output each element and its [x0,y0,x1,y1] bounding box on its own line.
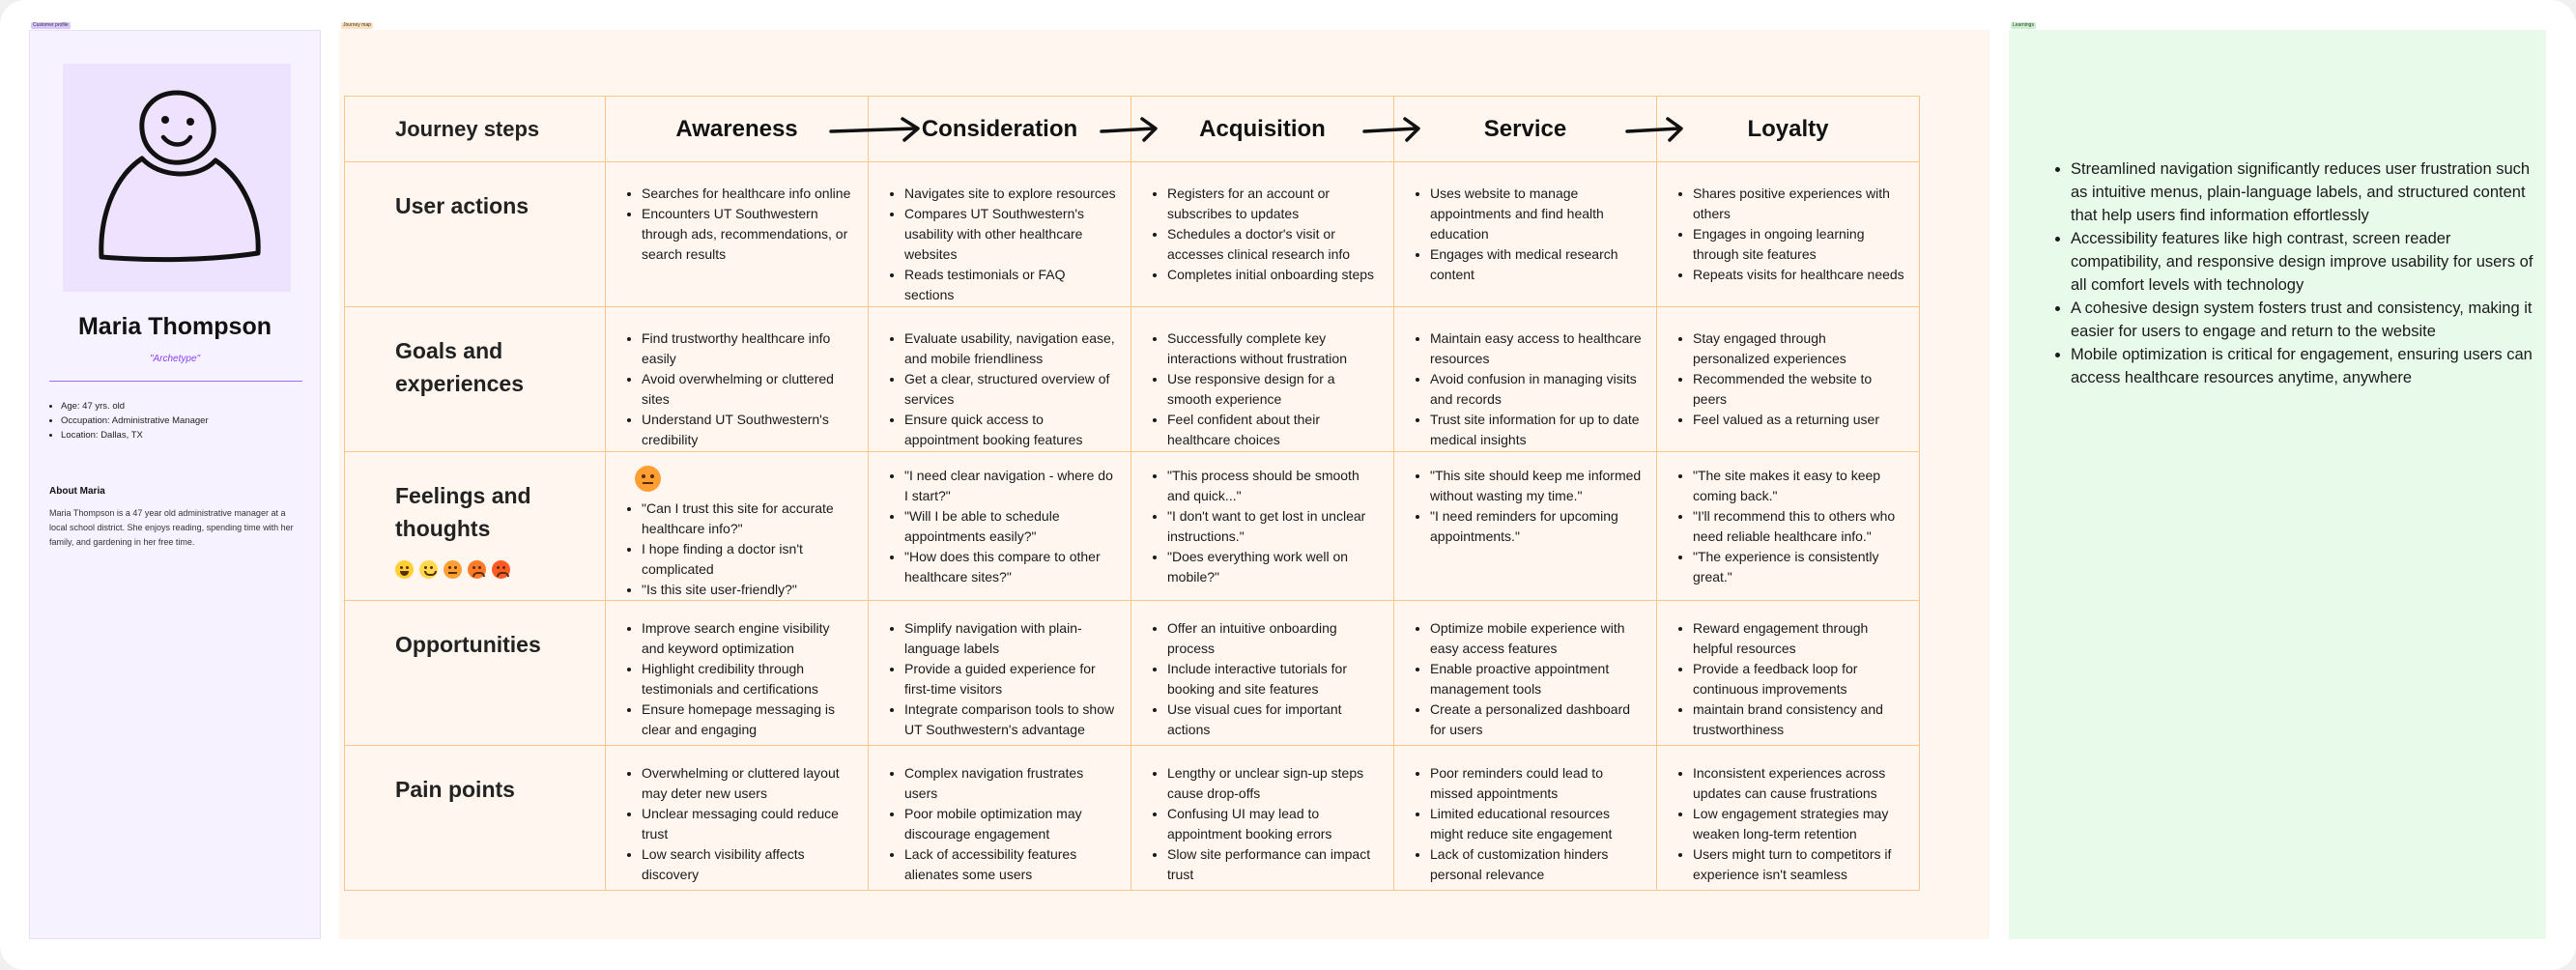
cell-item: • Get a clear, structured overview of services [904,369,1117,410]
cell-list [869,466,1131,587]
cell-item: • "I need reminders for upcoming appointments." [1430,506,1643,547]
cell-item: • Stay engaged through personalized experiences [1693,328,1905,369]
stage-consideration-label: Consideration [921,115,1078,142]
cell-list [1657,763,1919,885]
row-label [345,601,606,746]
cell-item: • Avoid confusion in managing visits and records [1430,369,1643,410]
journey-cell[interactable] [606,162,869,307]
journey-cell[interactable] [1131,307,1394,452]
cell-item: • Limited educational resources might reduce site engagement [1430,804,1643,844]
smiling-face-icon [419,560,438,579]
cell-item: • Integrate comparison tools to show UT Southwestern's advantage [904,699,1117,740]
arrow-right-icon [827,110,924,149]
cell-item: • maintain brand consistency and trustworthiness [1693,699,1905,740]
cell-list [1394,466,1656,547]
learning-item: • A cohesive design system fosters trust and consistency, making it easier for users to engage and return to the website [2071,297,2534,343]
cell-item: • "This site should keep me informed without wasting my time." [1430,466,1643,506]
fact-age: • Age: 47 yrs. old [61,399,209,414]
cell-item: • Lengthy or unclear sign-up steps cause drop-offs [1167,763,1380,804]
customer-profile-tag[interactable]: Customer profile [33,22,69,28]
cell-item: • Avoid overwhelming or cluttered sites [642,369,854,410]
journey-cell[interactable] [869,746,1131,891]
stage-header-row [345,97,1920,162]
cell-item: • Schedules a doctor's visit or accesses clinical research info [1167,224,1380,265]
cell-list [1131,763,1393,885]
cell-item: • Include interactive tutorials for booking and site features [1167,659,1380,699]
cell-item: • Use visual cues for important actions [1167,699,1380,740]
cell-item: • Understand UT Southwestern's credibility [642,410,854,450]
cell-list [1394,328,1656,450]
learning-item: • Accessibility features like high contrast, screen reader compatibility, and responsive design improve usability for users of all comfort levels with technology [2071,227,2534,297]
learning-item: • Mobile optimization is critical for engagement, ensuring users can access healthcare resources anytime, anywhere [2071,343,2534,389]
journey-steps-header: Journey steps [345,97,606,162]
journey-cell[interactable] [1657,452,1920,601]
cell-list [1657,328,1919,430]
cell-item: • Complex navigation frustrates users [904,763,1117,804]
cell-list [606,499,868,600]
cell-item: • "The site makes it easy to keep coming back." [1693,466,1905,506]
arrow-right-icon [1623,110,1687,149]
cell-item: • Shares positive experiences with others [1693,184,1905,224]
cell-item: • Create a personalized dashboard for users [1430,699,1643,740]
cell-item: • Ensure homepage messaging is clear and engaging [642,699,854,740]
cell-item: • Offer an intuitive onboarding process [1167,618,1380,659]
customer-profile-frame[interactable] [29,30,321,939]
cell-item: • Confusing UI may lead to appointment booking errors [1167,804,1380,844]
journey-row [345,601,1920,746]
cell-item: • "Can I trust this site for accurate healthcare info?" [642,499,854,539]
journey-cell[interactable] [1394,601,1657,746]
cell-item: • Engages in ongoing learning through site features [1693,224,1905,265]
cell-list [1657,466,1919,587]
journey-row [345,746,1920,891]
cell-item: • "This process should be smooth and quick..." [1167,466,1380,506]
profile-archetype: "Archetype" [149,354,201,364]
journey-row [345,307,1920,452]
cell-list [869,184,1131,305]
journey-cell[interactable] [869,601,1131,746]
cell-item: • Poor reminders could lead to missed appointments [1430,763,1643,804]
cell-item: • Compares UT Southwestern's usability with other healthcare websites [904,204,1117,265]
row-label-text: Feelings and thoughts [395,483,531,541]
cell-item: • Successfully complete key interactions without frustration [1167,328,1380,369]
cell-list [1131,184,1393,285]
cell-item: • Highlight credibility through testimonials and certifications [642,659,854,699]
cell-item: • Slow site performance can impact trust [1167,844,1380,885]
cell-item: • Find trustworthy healthcare info easily [642,328,854,369]
row-label [345,746,606,891]
cell-item: • Uses website to manage appointments and find health education [1430,184,1643,244]
learnings-frame[interactable] [2009,30,2546,939]
journey-cell[interactable] [869,162,1131,307]
cell-item: • Use responsive design for a smooth experience [1167,369,1380,410]
journey-cell[interactable] [606,746,869,891]
cell-item: • Maintain easy access to healthcare resources [1430,328,1643,369]
about-text: Maria Thompson is a 47 year old administrative manager at a local school district. She enjoys reading, spending time with her family, and gardening in her free time. [49,508,294,547]
cell-item: • Simplify navigation with plain-language labels [904,618,1117,659]
journey-row [345,452,1920,601]
neutral-face-icon [444,560,462,579]
cell-item: • "How does this compare to other healthcare sites?" [904,547,1117,587]
cell-item: • Feel valued as a returning user [1693,410,1905,430]
arrow-right-icon [1360,110,1424,149]
journey-cell[interactable] [1394,746,1657,891]
journey-table [344,96,1920,891]
cell-item: • Registers for an account or subscribes to updates [1167,184,1380,224]
journey-cell[interactable] [869,452,1131,601]
stage-loyalty [1657,97,1920,162]
cell-list [1394,618,1656,740]
cell-item: • Reads testimonials or FAQ sections [904,265,1117,305]
cell-list [1394,763,1656,885]
cell-item: • "The experience is consistently great." [1693,547,1905,587]
cell-item: • Inconsistent experiences across updates can cause frustrations [1693,763,1905,804]
row-label [345,162,606,307]
cell-item: • Provide a guided experience for first-time visitors [904,659,1117,699]
row-label-text: Opportunities [395,632,541,657]
journey-cell[interactable] [1657,746,1920,891]
cell-item: • Engages with medical research content [1430,244,1643,285]
cell-item: • Ensure quick access to appointment booking features [904,410,1117,450]
fact-location: • Location: Dallas, TX [61,428,209,442]
stage-acquisition-label: Acquisition [1199,115,1326,142]
journey-cell[interactable] [1394,452,1657,601]
cell-item: • Lack of customization hinders personal relevance [1430,844,1643,885]
cell-list [606,618,868,740]
cell-item: • Reward engagement through helpful resources [1693,618,1905,659]
learnings-list [2044,157,2534,389]
cell-item: • Improve search engine visibility and keyword optimization [642,618,854,659]
cell-item: • "I'll recommend this to others who need reliable healthcare info." [1693,506,1905,547]
journey-map-frame[interactable] [339,30,1989,939]
learning-item: • Streamlined navigation significantly reduces user frustration such as intuitive menus, plain-language labels, and structured content that help users find information effortlessly [2071,157,2534,227]
journey-cell[interactable] [1657,601,1920,746]
stage-loyalty-label: Loyalty [1747,115,1829,142]
cell-item: • Recommended the website to peers [1693,369,1905,410]
learnings-tag[interactable]: Learnings [2013,22,2034,28]
journey-map-tag[interactable]: Journey map [343,22,371,28]
journey-cell[interactable] [606,601,869,746]
cell-item: • Optimize mobile experience with easy access features [1430,618,1643,659]
cell-item: • Users might turn to competitors if experience isn't seamless [1693,844,1905,885]
cell-item: • "Is this site user-friendly?" [642,580,854,600]
cell-item: • Low engagement strategies may weaken long-term retention [1693,804,1905,844]
cell-list [869,763,1131,885]
cell-item: • "I need clear navigation - where do I start?" [904,466,1117,506]
row-label [345,307,606,452]
cell-item: • Feel confident about their healthcare choices [1167,410,1380,450]
cell-item: • Lack of accessibility features alienates some users [904,844,1117,885]
cell-list [1131,618,1393,740]
cell-item: • "Does everything work well on mobile?" [1167,547,1380,587]
cell-item: • Searches for healthcare info online [642,184,854,204]
cell-item: • Encounters UT Southwestern through ads, recommendations, or search results [642,204,854,265]
cell-item: • Overwhelming or cluttered layout may deter new users [642,763,854,804]
journey-cell[interactable] [606,452,869,601]
cell-list [1657,618,1919,740]
stage-awareness-label: Awareness [675,115,798,142]
cell-list [1657,184,1919,285]
cell-item: • Unclear messaging could reduce trust [642,804,854,844]
cell-item: • "Will I be able to schedule appointments easily?" [904,506,1117,547]
profile-divider [49,381,302,382]
journey-cell[interactable] [1131,162,1394,307]
avatar [63,64,291,292]
cell-list [1394,184,1656,285]
row-label-text: Goals and experiences [395,338,524,396]
cell-item: • Evaluate usability, navigation ease, and mobile friendliness [904,328,1117,369]
cell-item: • I hope finding a doctor isn't complicated [642,539,854,580]
cell-item: • "I don't want to get lost in unclear instructions." [1167,506,1380,547]
row-label-text: User actions [395,193,530,218]
cell-list [869,618,1131,740]
cell-list [869,328,1131,450]
cell-item: • Completes initial onboarding steps [1167,265,1380,285]
stage-awareness [606,97,869,162]
grinning-face-icon [395,560,414,579]
journey-cell[interactable] [1131,601,1394,746]
cell-list [606,328,868,450]
cell-list [606,763,868,885]
cell-list [1131,466,1393,587]
frowning-face-icon [468,560,486,579]
journey-cell[interactable] [1394,307,1657,452]
row-label [345,452,606,601]
cell-item: • Provide a feedback loop for continuous improvements [1693,659,1905,699]
stage-acquisition [1131,97,1394,162]
journey-cell[interactable] [1131,452,1394,601]
cell-item: • Low search visibility affects discovery [642,844,854,885]
cell-list [606,184,868,265]
stage-service-label: Service [1483,115,1567,142]
about-heading: About Maria [49,486,105,497]
journey-cell[interactable] [869,307,1131,452]
profile-name: Maria Thompson [77,313,272,340]
cell-item: • Navigates site to explore resources [904,184,1117,204]
stage-service [1394,97,1657,162]
cell-item: • Trust site information for up to date medical insights [1430,410,1643,450]
neutral-face-icon [635,466,661,492]
journey-cell[interactable] [1394,162,1657,307]
cell-list [1131,328,1393,450]
emotion-scale [395,560,595,579]
journey-cell[interactable] [1657,307,1920,452]
cell-item: • Enable proactive appointment management tools [1430,659,1643,699]
journey-cell[interactable] [606,307,869,452]
row-label-text: Pain points [395,777,515,802]
journey-cell[interactable] [1657,162,1920,307]
profile-facts [40,399,209,442]
cell-item: • Poor mobile optimization may discourage engagement [904,804,1117,844]
journey-row [345,162,1920,307]
arrow-right-icon [1098,110,1161,149]
person-sketch-icon [63,64,291,292]
cell-item: • Repeats visits for healthcare needs [1693,265,1905,285]
journey-cell[interactable] [1131,746,1394,891]
angry-face-icon [492,560,510,579]
fact-occupation: • Occupation: Administrative Manager [61,414,209,428]
